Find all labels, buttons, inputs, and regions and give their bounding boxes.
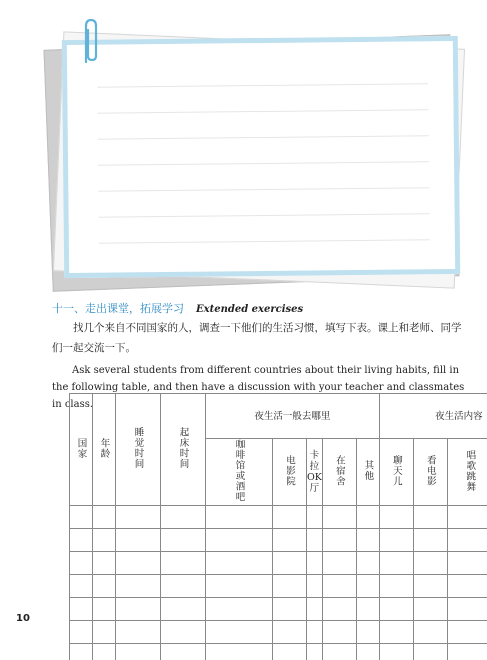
table-cell[interactable] <box>206 552 273 575</box>
table-cell[interactable] <box>70 552 93 575</box>
table-cell[interactable] <box>379 644 413 660</box>
table-cell[interactable] <box>93 552 116 575</box>
table-cell[interactable] <box>322 552 356 575</box>
table-cell[interactable] <box>356 529 379 552</box>
table-row <box>70 529 487 552</box>
table-cell[interactable] <box>322 529 356 552</box>
table-cell[interactable] <box>206 529 273 552</box>
table-cell[interactable] <box>379 552 413 575</box>
table-cell[interactable] <box>70 575 93 598</box>
table-cell[interactable] <box>356 598 379 621</box>
header-content-group: 夜生活内容 <box>379 394 487 439</box>
table-cell[interactable] <box>379 529 413 552</box>
table-cell[interactable] <box>70 598 93 621</box>
table-cell[interactable] <box>93 621 116 644</box>
table-cell[interactable] <box>356 644 379 660</box>
header-where-item: 咖啡馆或酒吧 <box>206 439 273 506</box>
table-cell[interactable] <box>273 644 307 660</box>
table-cell[interactable] <box>413 506 447 529</box>
table-cell[interactable] <box>161 552 206 575</box>
table-cell[interactable] <box>307 644 323 660</box>
note-line <box>98 161 429 165</box>
table-cell[interactable] <box>206 575 273 598</box>
table-cell[interactable] <box>273 575 307 598</box>
table-cell[interactable] <box>206 598 273 621</box>
table-cell[interactable] <box>93 598 116 621</box>
paperclip-icon <box>80 18 100 66</box>
table-cell[interactable] <box>161 506 206 529</box>
header-content-item: 聊天儿 <box>379 439 413 506</box>
header-where-item: 其他 <box>356 439 379 506</box>
page-number: 10 <box>16 613 30 624</box>
table-row <box>70 598 487 621</box>
table-cell[interactable] <box>307 506 323 529</box>
table-cell[interactable] <box>93 644 116 660</box>
table-cell[interactable] <box>161 575 206 598</box>
table-cell[interactable] <box>322 644 356 660</box>
table-cell[interactable] <box>273 598 307 621</box>
table-cell[interactable] <box>413 529 447 552</box>
table-cell[interactable] <box>413 575 447 598</box>
table-cell[interactable] <box>413 644 447 660</box>
section-heading <box>52 300 303 316</box>
table-cell[interactable] <box>273 506 307 529</box>
header-where-group: 夜生活一般去哪里 <box>206 394 380 439</box>
table-cell[interactable] <box>356 552 379 575</box>
table-cell[interactable] <box>447 644 487 660</box>
table-cell[interactable] <box>379 598 413 621</box>
table-cell[interactable] <box>356 575 379 598</box>
table-cell[interactable] <box>447 575 487 598</box>
table-cell[interactable] <box>356 621 379 644</box>
table-cell[interactable] <box>447 506 487 529</box>
table-cell[interactable] <box>307 552 323 575</box>
table-cell[interactable] <box>206 621 273 644</box>
note-line <box>98 135 429 139</box>
header-content-item: 唱歌跳舞 <box>447 439 487 506</box>
header-age: 年龄 <box>93 394 116 506</box>
table-cell[interactable] <box>116 575 161 598</box>
table-cell[interactable] <box>93 506 116 529</box>
table-cell[interactable] <box>413 598 447 621</box>
instruction-cn: 找几个来自不同国家的人，调查一下他们的生活习惯，填写下表。课上和老师、同学们一起交流一下。 <box>52 318 467 358</box>
table-cell[interactable] <box>161 529 206 552</box>
table-cell[interactable] <box>307 529 323 552</box>
table-cell[interactable] <box>273 529 307 552</box>
table-cell[interactable] <box>116 598 161 621</box>
table-row <box>70 552 487 575</box>
table-cell[interactable] <box>93 575 116 598</box>
survey-table <box>69 393 487 660</box>
table-cell[interactable] <box>322 621 356 644</box>
table-body <box>70 506 487 660</box>
note-line <box>98 187 429 191</box>
table-cell[interactable] <box>161 621 206 644</box>
table-cell[interactable] <box>379 621 413 644</box>
header-country: 国家 <box>70 394 93 506</box>
header-where-item: 卡拉OK厅 <box>307 439 323 506</box>
table-cell[interactable] <box>447 552 487 575</box>
table-cell[interactable] <box>206 506 273 529</box>
section-title-cn: 十一、走出课堂，拓展学习 <box>52 302 184 315</box>
table-cell[interactable] <box>322 598 356 621</box>
table-row <box>70 621 487 644</box>
note-line <box>98 109 429 113</box>
header-wake-time: 起床时间 <box>161 394 206 506</box>
table-cell[interactable] <box>70 644 93 660</box>
table-cell[interactable] <box>413 552 447 575</box>
table-cell[interactable] <box>206 644 273 660</box>
instruction-en: Ask several students from different countries about their living habits, fill in the following table, and then have a discussion with your teacher and classmates in class. <box>52 362 467 413</box>
table-cell[interactable] <box>161 644 206 660</box>
table-row <box>70 644 487 660</box>
table-cell[interactable] <box>447 529 487 552</box>
section-title-en: Extended exercises <box>196 304 303 315</box>
table-cell[interactable] <box>379 575 413 598</box>
table-cell[interactable] <box>116 552 161 575</box>
table-cell[interactable] <box>70 529 93 552</box>
table-cell[interactable] <box>307 598 323 621</box>
table-cell[interactable] <box>307 621 323 644</box>
table-cell[interactable] <box>379 506 413 529</box>
header-sleep-time: 睡觉时间 <box>116 394 161 506</box>
table-cell[interactable] <box>161 598 206 621</box>
table-row <box>70 575 487 598</box>
note-card-illustration <box>0 0 487 300</box>
table-cell[interactable] <box>356 506 379 529</box>
table-cell[interactable] <box>116 644 161 660</box>
table-cell[interactable] <box>273 621 307 644</box>
table-header-row <box>70 394 487 439</box>
table-cell[interactable] <box>116 621 161 644</box>
table-cell[interactable] <box>70 506 93 529</box>
lined-note-card <box>62 36 460 278</box>
table-cell[interactable] <box>322 506 356 529</box>
note-line <box>99 239 430 243</box>
table-cell[interactable] <box>116 506 161 529</box>
table-cell[interactable] <box>307 575 323 598</box>
table-cell[interactable] <box>447 621 487 644</box>
note-line <box>99 213 430 217</box>
table-cell[interactable] <box>273 552 307 575</box>
table-row <box>70 506 487 529</box>
table-cell[interactable] <box>116 529 161 552</box>
header-where-item: 在宿舍 <box>322 439 356 506</box>
table-cell[interactable] <box>413 621 447 644</box>
note-line <box>97 83 428 87</box>
table-cell[interactable] <box>70 621 93 644</box>
header-content-item: 看电影 <box>413 439 447 506</box>
table-cell[interactable] <box>322 575 356 598</box>
header-where-item: 电影院 <box>273 439 307 506</box>
table-cell[interactable] <box>447 598 487 621</box>
table-cell[interactable] <box>93 529 116 552</box>
